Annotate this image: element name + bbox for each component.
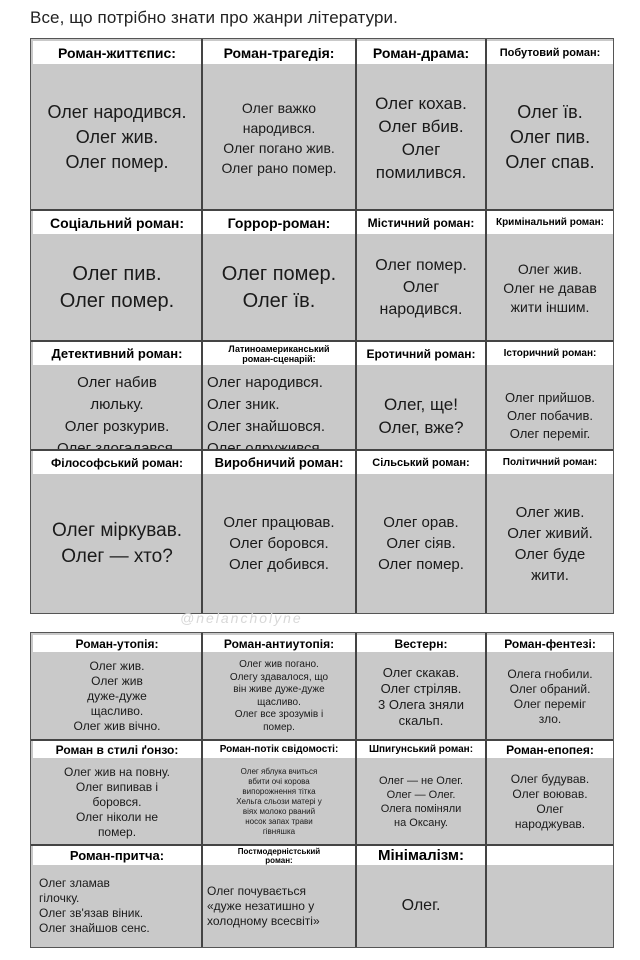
genre-body: Олег їв. Олег пив. Олег спав. <box>505 102 595 172</box>
genre-body: Олег прийшов. Олег побачив. Олег переміг. <box>504 390 596 441</box>
genre-header: Політичний роман: <box>487 451 613 474</box>
genre-body: Олег яблука вчиться вбити очі корова випорожнення тітка Хельга сльози матері у віях молоко рваний носок запах трави гівняшка <box>236 767 322 836</box>
genre-header: Кримінальний роман: <box>487 211 613 234</box>
genre-body: Олег важко народився. Олег погано жив. Олег рано помер. <box>221 99 337 176</box>
genre-body: Олег. <box>401 897 441 914</box>
genre-body: Олег скакав. Олег стріляв. 3 Олега зняли скальп. <box>378 664 464 728</box>
genre-body: Олега гнобили. Олег обраний. Олег переміг зло. <box>507 666 593 726</box>
genre-body: Олег орав. Олег сіяв. Олег помер. <box>378 514 464 573</box>
page-title: Все, що потрібно знати про жанри літератури. <box>30 8 398 27</box>
genre-body: Олег працював. Олег боровся. Олег добився. <box>223 514 335 573</box>
genre-body: Олег міркував. Олег — хто? <box>51 519 183 567</box>
genre-header: Філософський роман: <box>33 451 201 474</box>
genre-header: Сільський роман: <box>357 451 485 474</box>
genre-header: Роман-фентезі: <box>487 635 613 652</box>
genre-body: Олег жив на повну. Олег випивав і боровся. Олег ніколи не помер. <box>64 764 170 839</box>
genre-header: Історичний роман: <box>487 342 613 365</box>
genre-header: Мінімалізм: <box>357 846 485 865</box>
genre-header: Роман-драма: <box>357 41 485 64</box>
genre-header: Побутовий роман: <box>487 41 613 64</box>
genre-header: Роман-потік свідомості: <box>203 741 355 758</box>
genre-header: Роман-трагедія: <box>203 41 355 64</box>
genre-header: Роман в стилі ґонзо: <box>33 741 201 758</box>
genre-header: Латиноамериканський роман-сценарій: <box>203 342 355 365</box>
genre-header: Детективний роман: <box>33 342 201 365</box>
genre-header: Постмодерністський роман: <box>203 846 355 865</box>
genre-body: Олег пив. Олег помер. <box>59 263 175 312</box>
genre-body: Олег кохав. Олег вбив. Олег помилився. <box>375 93 467 182</box>
genre-body: Олег народився. Олег зник. Олег знайшовся. <box>207 374 326 435</box>
genre-body: Олег жив. Олег живий. Олег буде жити. <box>507 503 593 584</box>
genre-header <box>487 846 613 865</box>
genre-body <box>487 867 613 945</box>
genre-header: Еротичний роман: <box>357 342 485 365</box>
genre-header: Роман-утопія: <box>33 635 201 652</box>
genre-body: Олег помер. Олег народився. <box>375 257 467 318</box>
genre-body: Олег зламав гілочку. Олег зв'язав віник. Олег знайшов сенс. <box>39 876 150 935</box>
genre-body: Олег набив люльку. Олег розкурив. <box>64 374 170 435</box>
genre-header: Роман-життєпис: <box>33 41 201 64</box>
genre-body: Олег почувається «дуже незатишно у холодному всесвіті» <box>207 883 320 928</box>
genre-body: Олег жив. Олег не давав жити іншим. <box>503 260 597 315</box>
genre-header: Вестерн: <box>357 635 485 652</box>
genre-header: Роман-епопея: <box>487 741 613 758</box>
genres-table-bottom <box>30 632 614 948</box>
genre-body: Олег народився. Олег жив. Олег помер. <box>47 102 187 172</box>
genre-header: Виробничий роман: <box>203 451 355 474</box>
genre-body: Олег, ще! Олег, вже? <box>378 395 464 437</box>
genre-header: Роман-притча: <box>33 846 201 865</box>
genre-header: Роман-антиутопія: <box>203 635 355 652</box>
genre-header: Соціальний роман: <box>33 211 201 234</box>
genre-header: Шпигунський роман: <box>357 741 485 758</box>
genre-body: Олег — не Олег. Олег — Олег. Олега поміняли на Оксану. <box>378 775 464 829</box>
watermark: @nelancholyne <box>180 610 303 626</box>
genre-body: Олег помер. Олег їв. <box>221 263 337 312</box>
genres-table-top <box>30 38 614 614</box>
genre-header: Горрор-роман: <box>203 211 355 234</box>
genre-header: Містичний роман: <box>357 211 485 234</box>
genre-body: Олег жив. Олег жив дуже-дуже щасливо. Олег жив вічно. <box>73 659 161 733</box>
genre-body: Олег будував. Олег воював. Олег народжував. <box>510 772 590 831</box>
genre-body: Олег жив погано. Олегу здавалося, що він живе дуже-дуже щасливо. Олег все зрозумів і помер. <box>229 659 329 733</box>
